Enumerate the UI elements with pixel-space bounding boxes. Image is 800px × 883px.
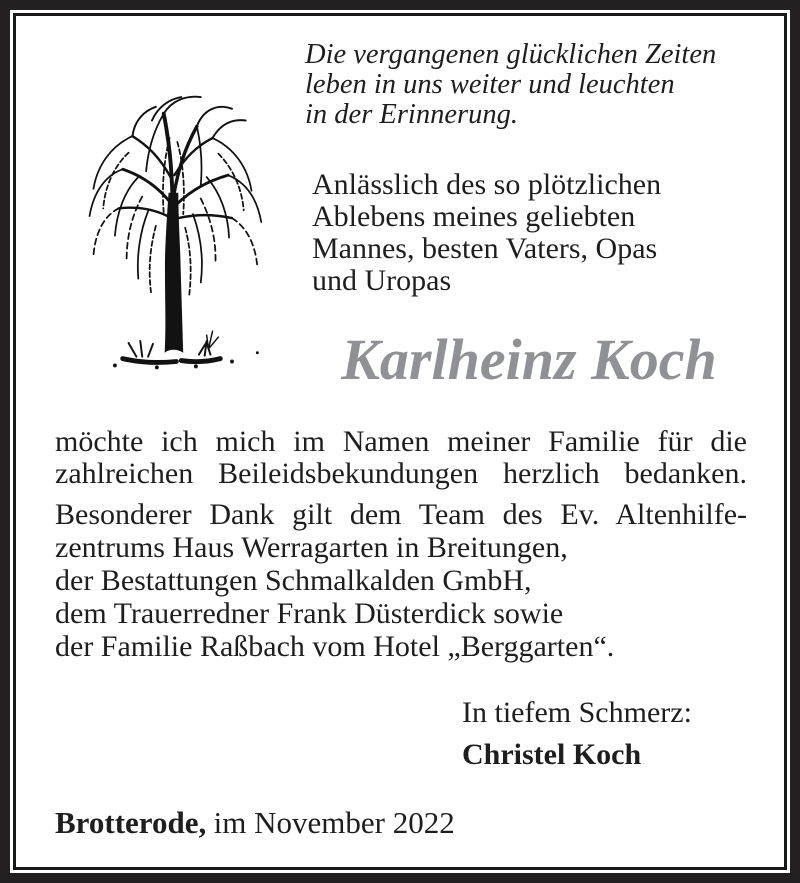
thanks-paragraph-2-line: der Bestattungen Schmalkalden GmbH, [55,564,532,597]
closing-block [462,692,692,776]
announcement-intro-line: Ablebens meines geliebten [312,200,636,233]
announcement-intro-line: und Uropas [312,264,452,297]
thanks-paragraph-2-line: Besonderer Dank gilt dem Team des Ev. Altenhilfe- [55,498,747,531]
signature-name: Christel Koch [462,738,642,771]
announcement-intro-line: Anlässlich des so plötzlichen [312,168,662,201]
dateline [55,805,455,840]
memorial-quote-line: leben in uns weiter und leuchten [305,69,675,100]
thanks-paragraph-2-line: zentrums Haus Werragarten in Breitungen, [55,531,568,564]
thanks-paragraph-2-line: der Familie Raßbach vom Hotel „Berggarten“. [55,630,615,663]
grief-line: In tiefem Schmerz: [462,696,692,729]
weeping-tree-icon [54,60,289,382]
thanks-paragraph-1 [55,426,747,490]
thanks-paragraph-1-line: möchte ich mich im Namen meiner Familie für die [55,425,747,458]
memorial-quote-line: Die vergangenen glücklichen Zeiten [305,39,717,70]
deceased-name: Karlheinz Koch [341,327,717,392]
memorial-quote [305,40,716,130]
dateline-place: Brotterode, [55,805,207,840]
memorial-quote-line: in der Erinnerung. [305,99,518,130]
thanks-paragraph-2 [55,498,747,663]
dateline-date: im November 2022 [213,805,455,840]
thanks-paragraph-2-line: dem Trauerredner Frank Düsterdick sowie [55,597,564,630]
announcement-intro [312,169,661,297]
thanks-paragraph-1-line: zahlreichen Beileidsbekundungen herzlich bedanken. [55,457,747,490]
obituary-card [13,13,787,870]
announcement-intro-line: Mannes, besten Vaters, Opas [312,232,658,265]
